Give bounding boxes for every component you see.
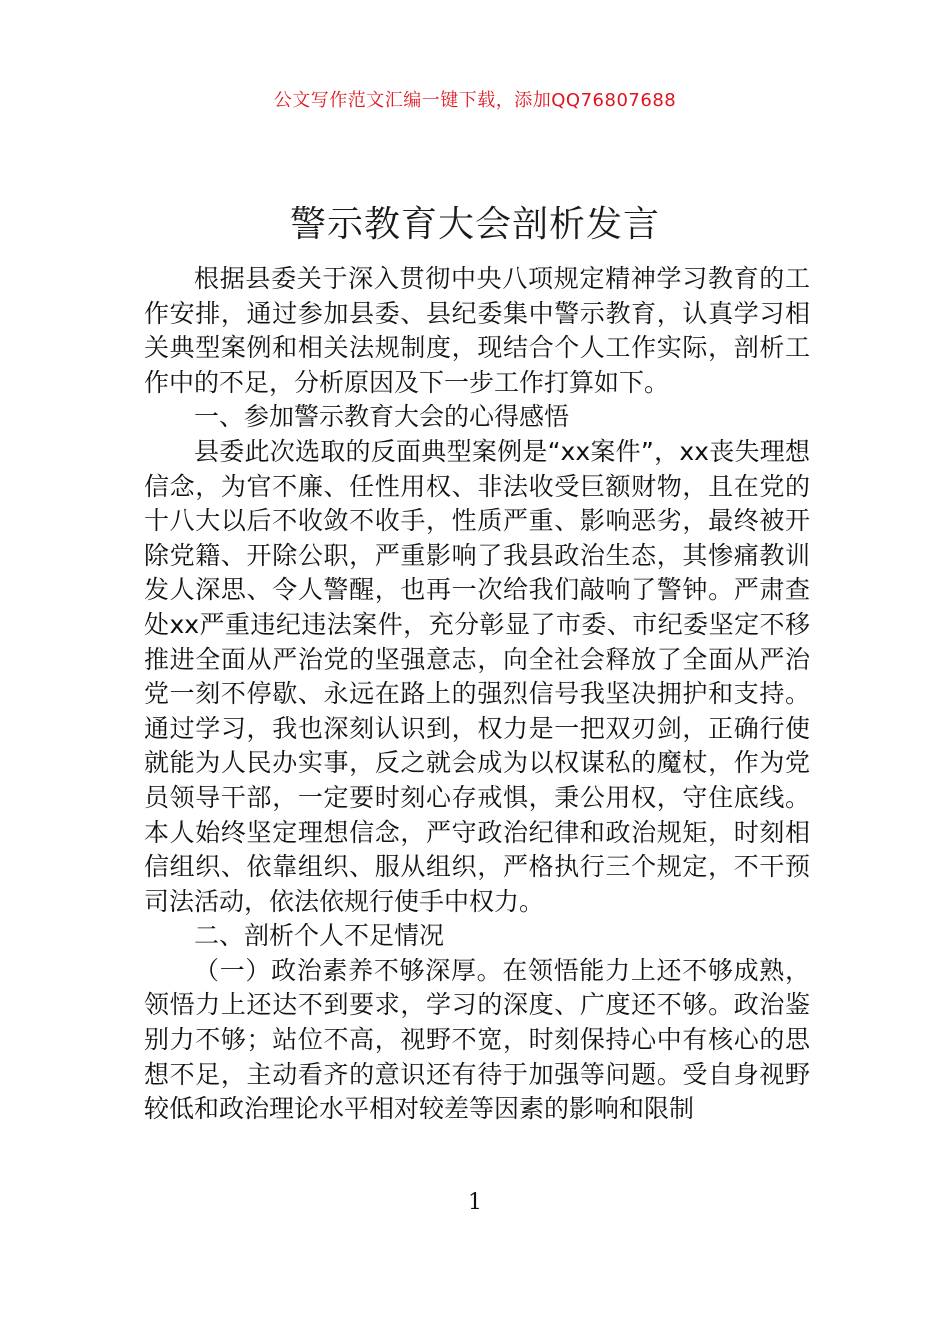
section-paragraph-1: 县委此次选取的反面典型案例是“xx案件”，xx丧失理想信念，为官不廉、任性用权、非法收受巨额财物，且在党的十八大以后不收敛不收手，性质严重、影响恶劣，最终被开除党籍、开除公职，严重影响了我县政治生态，其惨痛教训发人深思、令人警醒，也再一次给我们敲响了警钟。严肃查处xx严重违纪违法案件，充分彰显了市委、市纪委坚定不移推进全面从严治党的坚强意志，向全社会释放了全面从严治党一刻不停歇、永远在路上的强烈信号我坚决拥护和支持。通过学习，我也深刻认识到，权力是一把双刃剑，正确行使就能为人民办实事，反之就会成为以权谋私的魔杖，作为党员领导干部，一定要时刻心存戒惧，秉公用权，守住底线。本人始终坚定理想信念，严守政治纪律和政治规矩，时刻相信组织、依靠组织、服从组织，严格执行三个规定，不干预司法活动，依法依规行使手中权力。 xyxy=(144,436,810,916)
section-paragraph-2: （一）政治素养不够深厚。在领悟能力上还不够成熟，领悟力上还达不到要求，学习的深度、广度还不够。政治鉴别力不够；站位不高，视野不宽，时刻保持心中有核心的思想不足，主动看齐的意识还有待于加强等问题。受自身视野较低和政治理论水平相对较差等因素的影响和限制 xyxy=(144,955,810,1124)
intro-paragraph: 根据县委关于深入贯彻中央八项规定精神学习教育的工作安排，通过参加县委、县纪委集中警示教育，认真学习相关典型案例和相关法规制度，现结合个人工作实际，剖析工作中的不足，分析原因及下一步工作打算如下。 xyxy=(144,264,810,397)
page-number: 1 xyxy=(468,1190,482,1215)
document-body xyxy=(144,262,810,1127)
document-title: 警示教育大会剖析发言 xyxy=(289,204,660,246)
section-heading-2: 二、剖析个人不足情况 xyxy=(194,921,445,951)
section-heading-1: 一、参加警示教育大会的心得感悟 xyxy=(194,402,570,432)
watermark-text: 公文写作范文汇编一键下载，添加QQ76807688 xyxy=(273,90,677,111)
